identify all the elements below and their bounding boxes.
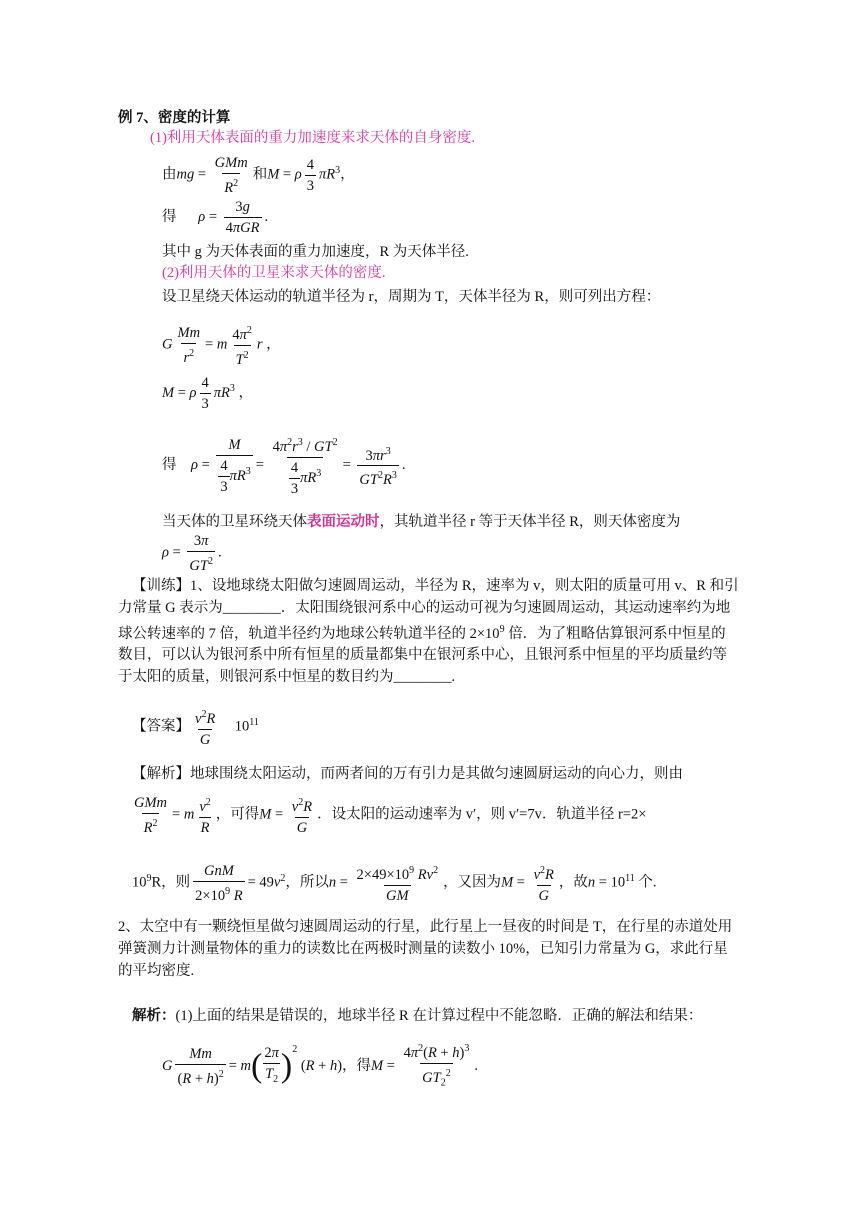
intro-satellite: 设卫星绕天体运动的轨道半径为 r，周期为 T，天体半径为 R，则可列出方程： [162,289,661,305]
subheading-1: (1)利用天体表面的重力加速度来求天体的自身密度. [150,130,476,146]
equation-density-2: 得 ρ = M $\frac{4}{3}$ $\pi R^3$ = $4\pi^2r^3 / GT^2$ $\frac{4}{3}$ $\pi R^3$ = $\frac{3\pi r^3}{GT^2R^3}$ . [162,436,406,497]
training-problem: 【训练】1、设地球绕太阳做匀速圆周运动，半径为 R，速率为 v，则太阳的质量可用 v、R 和引力常量 G 表示为________．太阳围绕银河系中心的运动可视为匀速圆周运动，其运动速率约为地球公转速率的 7 倍，轨道半径约为地球公转轨道半径的 $2\times 10^9$ 倍．为了粗略估算银河系中恒星的数目，可以认为银河系中所有恒星的质量都集中在银河系中心，且银河系中恒星的平均质量约等于太阳的质量，则银河系中恒星的数目约为________. [118,578,739,685]
analysis-line-1: 【解析】地球围绕太阳运动，而两者间的万有引力是其做匀速圆厨运动的向心力，则由 [132,766,683,782]
analysis-line-3: $10^9R$，则 $\frac{\text{GnM}}{2\times 10^9 R}$ = $49v^2$，所以n = $\frac{2\times 49\times 10^9 Rv^2}{GM}$ ，又因为M = $\frac{v^2R}{G}$ ，故$n = 10^{11}$ 个. [132,863,657,904]
question-2: 2、太空中有一颗绕恒星做匀速圆周运动的行星，此行星上一昼夜的时间是 T，在行星的赤道处用弹簧测力计测量物体的重力的读数比在两极时测量的读数小 10%，已知引力常量为 G，求此行星的平均密度. [118,919,733,979]
note-g-r: 其中 g 为天体表面的重力加速度，R 为天体半径. [162,244,469,260]
equation-final: G $\frac{Mm}{(R + h)^2}$ = m( $\frac{2\pi}{T_2}$ )$^2$ (R + h)，得M = $\frac{4\pi^2(R + h)^3}{GT_2^2}$ . [162,1040,478,1093]
equation-gravity-mass: 由mg = $\frac{\text{GMm}}{R^2}$ 和M = ρ $\frac{4}{3}$ $\pi R^3$， [162,155,355,196]
analysis-line-2: $\frac{\text{GMm}}{R^2}$ = m $\frac{v^2}{R}$ ，可得M = $\frac{v^2R}{G}$ ．设太阳的运动速率为 v′，则 v′=7v．轨道半径 r=2× [134,795,647,836]
surface-orbit-text: 当天体的卫星环绕天体表面运动时，其轨道半径 r 等于天体半径 R，则天体密度为 [162,514,681,530]
example-heading: 例 7、密度的计算 [118,110,231,126]
equation-mass-volume: M = ρ $\frac{4}{3}$ $\pi R^3$ ， [162,375,253,412]
subheading-2: (2)利用天体的卫星来求天体的密度. [162,265,386,281]
equation-density-surface: ρ = $\frac{3\pi}{GT^2}$ . [162,533,222,574]
analysis-2: 解析：(1)上面的结果是错误的，地球半径 R 在计算过程中不能忽略．正确的解法和结果： [132,1008,703,1024]
answer-line: 【答案】 $\frac{v^2R}{G}$ $10^{11}$ [132,709,259,748]
equation-density-1: 得 ρ = $\frac{3g}{\text{4πGR}}$ . [162,199,269,236]
equation-orbit: G $\frac{Mm}{r^2}$ = m $\frac{4\pi^2}{T^2}$ r ， [162,324,281,368]
